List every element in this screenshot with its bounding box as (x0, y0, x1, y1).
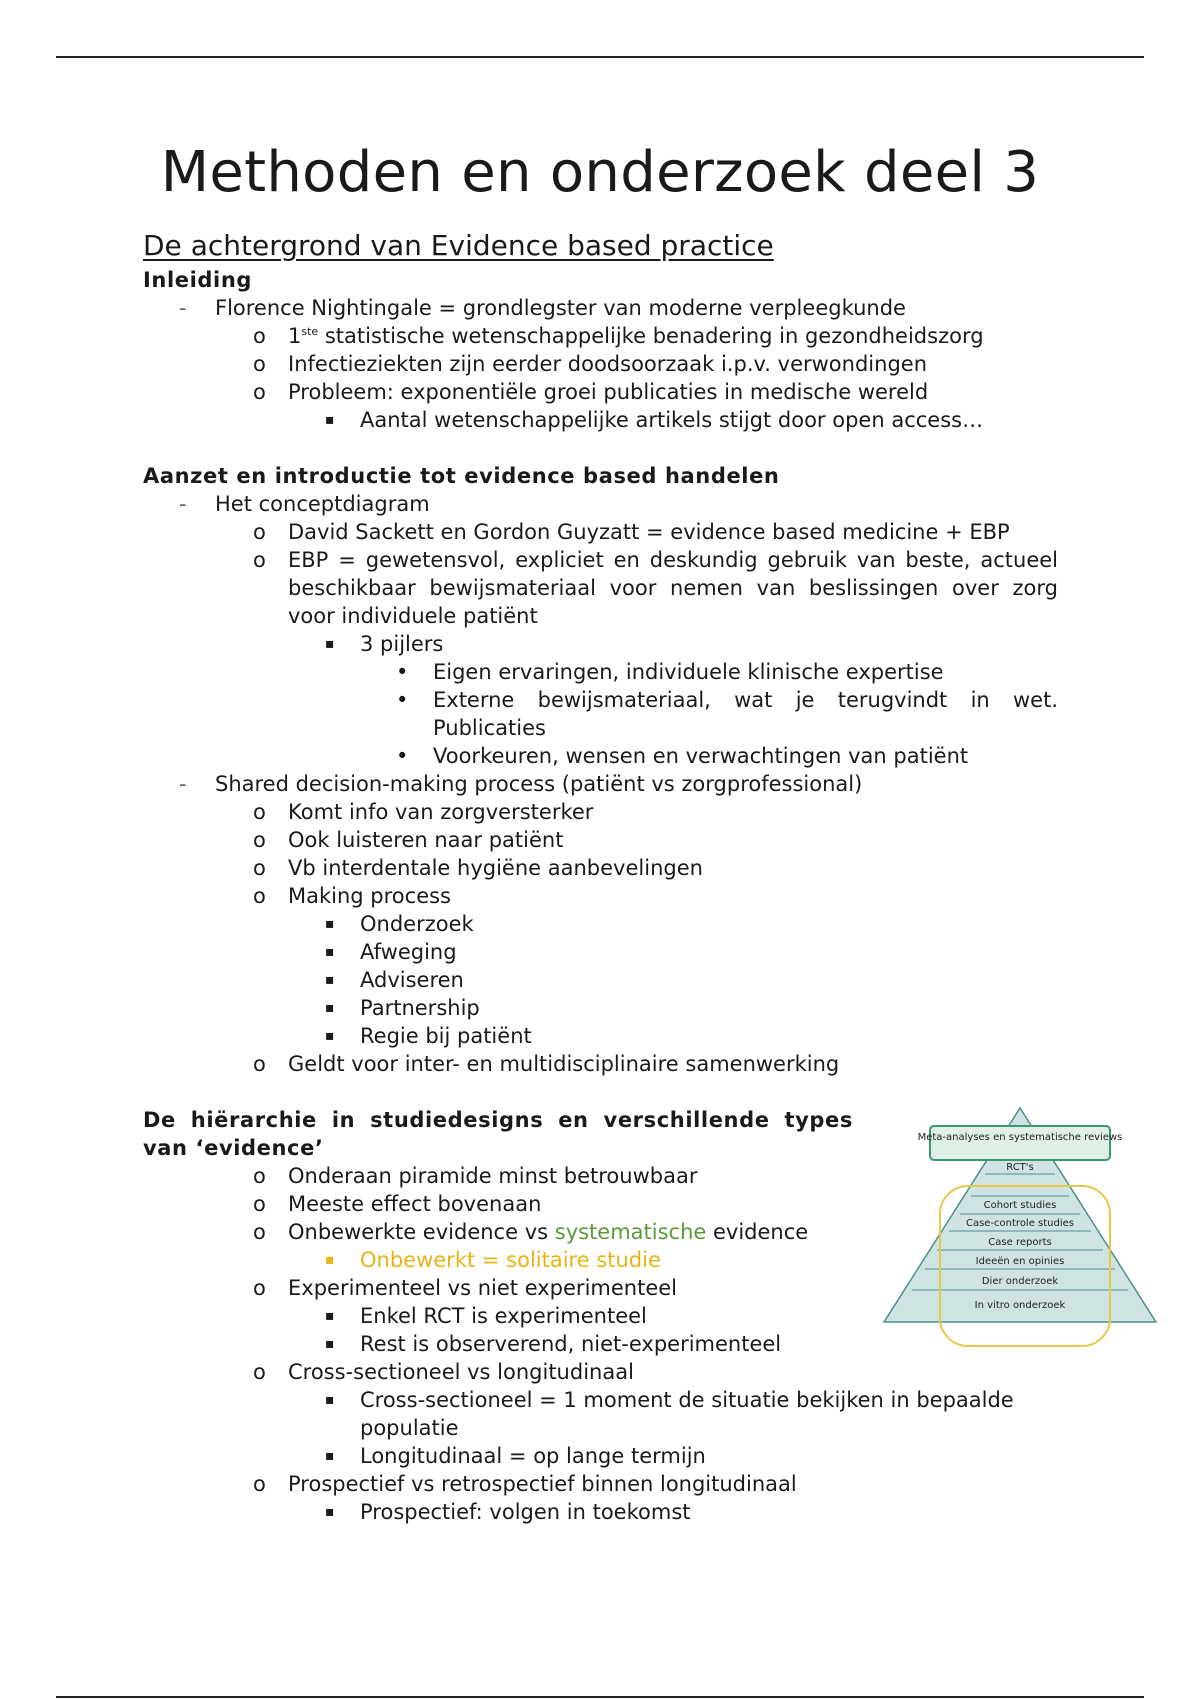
list-item: ▪ Longitudinaal = op lange termijn (325, 1444, 706, 1468)
list-item: o 1ste statistische wetenschappelijke benadering in gezondheidszorg (253, 324, 984, 348)
circle-marker: o (253, 1192, 266, 1216)
list-item: • Eigen ervaringen, individuele klinische expertise (396, 660, 944, 684)
square-marker: ▪ (325, 1336, 335, 1352)
list-item: o Meeste effect bovenaan (253, 1192, 542, 1216)
top-rule (56, 56, 1144, 58)
square-marker: ▪ (325, 944, 335, 960)
list-item: ▪ Prospectief: volgen in toekomst (325, 1500, 691, 1524)
circle-marker: o (253, 884, 266, 908)
square-marker: ▪ (325, 1252, 335, 1268)
inleiding-list (143, 294, 1058, 434)
list-item: o Onderaan piramide minst betrouwbaar (253, 1164, 698, 1188)
list-item: • Voorkeuren, wensen en verwachtingen van patiënt (396, 744, 969, 768)
square-marker: ▪ (325, 972, 335, 988)
list-item: o Making process (253, 884, 451, 908)
list-item: o Komt info van zorgversterker (253, 800, 594, 824)
pyramid-level-1: Meta-analyses en systematische reviews (917, 1132, 1123, 1143)
bottom-rule (56, 1696, 1144, 1698)
circle-marker: o (253, 856, 266, 880)
dot-marker: • (396, 660, 409, 684)
evidence-pyramid (880, 1100, 1160, 1350)
list-item: o EBP = gewetensvol, expliciet en deskundig gebruik van beste, actueel beschikbaar bewijsmateriaal voor nemen van beslissingen over zorg voor individuele patiënt (253, 548, 1058, 628)
aanzet-list (143, 490, 1058, 1078)
circle-marker: o (253, 1472, 266, 1496)
pyramid-level-6: Ideeën en opinies (975, 1256, 1065, 1267)
circle-marker: o (253, 1052, 266, 1076)
circle-marker: o (253, 352, 266, 376)
list-item: o Onbewerkte evidence vs systematische evidence (253, 1220, 809, 1244)
square-marker: ▪ (325, 916, 335, 932)
hierarchie-heading: De hiërarchie in studiedesigns en verschillende types van ‘evidence’ (143, 1108, 853, 1160)
dash-marker: - (179, 772, 187, 796)
circle-marker: o (253, 1276, 266, 1300)
list-item: ▪ Aantal wetenschappelijke artikels stijgt door open access… (325, 408, 984, 432)
square-marker: ▪ (325, 1308, 335, 1324)
list-item: ▪ Onbewerkt = solitaire studie (325, 1248, 661, 1272)
pyramid-level-5: Case reports (988, 1237, 1052, 1248)
list-item: ▪ Onderzoek (325, 912, 474, 936)
dash-marker: - (179, 492, 187, 516)
list-item: o Geldt voor inter- en multidisciplinaire samenwerking (253, 1052, 840, 1076)
circle-marker: o (253, 520, 266, 544)
list-item: o Probleem: exponentiële groei publicaties in medische wereld (253, 380, 929, 404)
dot-marker: • (396, 744, 409, 768)
list-item: ▪ 3 pijlers (325, 632, 444, 656)
dot-marker: • (396, 688, 409, 712)
circle-marker: o (253, 800, 266, 824)
list-item: ▪ Cross-sectioneel = 1 moment de situatie bekijken in bepaalde populatie (325, 1388, 1014, 1440)
pyramid-level-2: RCT's (1006, 1162, 1034, 1173)
list-item: - Shared decision-making process (patiënt vs zorgprofessional) (179, 772, 863, 796)
pyramid-level-4: Case-controle studies (965, 1218, 1075, 1229)
dash-marker: - (179, 296, 187, 320)
list-item: ▪ Regie bij patiënt (325, 1024, 532, 1048)
pyramid-level-8: In vitro onderzoek (974, 1300, 1066, 1311)
square-marker: ▪ (325, 1028, 335, 1044)
square-marker: ▪ (325, 412, 335, 428)
list-item: o Infectieziekten zijn eerder doodsoorzaak i.p.v. verwondingen (253, 352, 928, 376)
list-item: o Experimenteel vs niet experimenteel (253, 1276, 677, 1300)
list-item: ▪ Enkel RCT is experimenteel (325, 1304, 647, 1328)
list-item: o Ook luisteren naar patiënt (253, 828, 564, 852)
list-item: o David Sackett en Gordon Guyzatt = evidence based medicine + EBP (253, 520, 1010, 544)
square-marker: ▪ (325, 1448, 335, 1464)
pyramid-level-7: Dier onderzoek (981, 1276, 1059, 1287)
list-item: ▪ Rest is observerend, niet-experimenteel (325, 1332, 782, 1356)
square-marker: ▪ (325, 1504, 335, 1520)
list-item: - Het conceptdiagram (179, 492, 430, 516)
circle-marker: o (253, 1164, 266, 1188)
aanzet-heading: Aanzet en introductie tot evidence based handelen (143, 464, 780, 488)
list-item: ▪ Partnership (325, 996, 480, 1020)
square-marker: ▪ (325, 1000, 335, 1016)
square-marker: ▪ (325, 636, 335, 652)
circle-marker: o (253, 1220, 266, 1244)
circle-marker: o (253, 828, 266, 852)
circle-marker: o (253, 1360, 266, 1384)
list-item: • Externe bewijsmateriaal, wat je terugvindt in wet. Publicaties (396, 688, 1058, 740)
circle-marker: o (253, 380, 266, 404)
square-marker: ▪ (325, 1392, 335, 1408)
circle-marker: o (253, 324, 266, 348)
list-item: o Cross-sectioneel vs longitudinaal (253, 1360, 634, 1384)
pyramid-level-3: Cohort studies (983, 1200, 1057, 1211)
list-item: ▪ Afweging (325, 940, 457, 964)
list-item: o Vb interdentale hygiëne aanbevelingen (253, 856, 703, 880)
list-item: - Florence Nightingale = grondlegster van moderne verpleegkunde (179, 296, 906, 320)
list-item: o Prospectief vs retrospectief binnen longitudinaal (253, 1472, 797, 1496)
circle-marker: o (253, 548, 266, 572)
page-title: Methoden en onderzoek deel 3 (160, 140, 1040, 205)
list-item: ▪ Adviseren (325, 968, 464, 992)
inleiding-heading: Inleiding (143, 268, 253, 292)
section-heading: De achtergrond van Evidence based practice (143, 229, 774, 262)
